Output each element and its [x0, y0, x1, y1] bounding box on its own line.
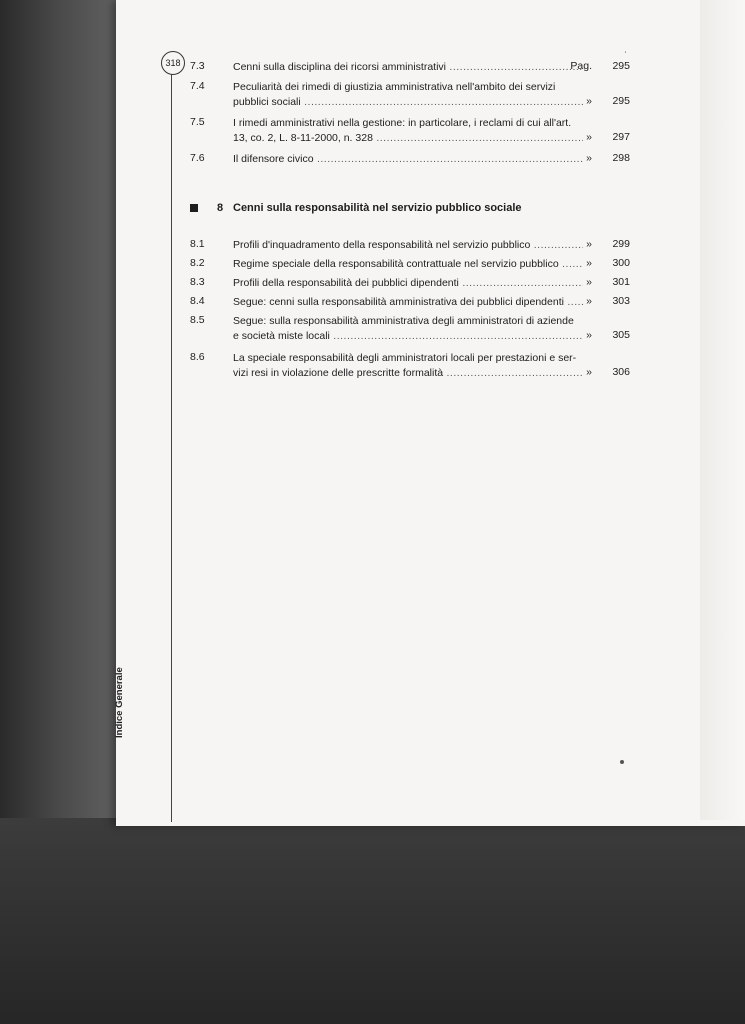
entry-title-line: I rimedi amministrativi nella gestione: in particolare, i reclami di cui all'art. — [233, 117, 572, 129]
entry-title-line: Segue: sulla responsabilità amministrativa degli amministratori di aziende — [233, 315, 574, 327]
entry-page: 305 — [612, 329, 630, 341]
entry-number: 8.3 — [190, 276, 205, 288]
entry-page: 297 — [612, 131, 630, 143]
chapter-title: Cenni sulla responsabilità nel servizio pubblico sociale — [233, 202, 522, 214]
entry-title — [233, 152, 583, 167]
entry-ref-marker: Pag. — [570, 60, 592, 72]
entry-number: 8.5 — [190, 314, 205, 326]
entry-number: 8.2 — [190, 257, 205, 269]
entry-number: 7.6 — [190, 152, 205, 164]
scan-mark: ʾ — [624, 50, 627, 60]
side-label: Indice Generale — [114, 667, 125, 738]
entry-title-line: Segue: cenni sulla responsabilità amministrativa dei pubblici dipendenti ..... — [233, 295, 583, 310]
entry-title — [233, 60, 583, 75]
entry-page: 300 — [612, 257, 630, 269]
entry-page: 295 — [612, 60, 630, 72]
entry-number: 8.4 — [190, 295, 205, 307]
entry-title-line: Peculiarità dei rimedi di giustizia amministrativa nell'ambito dei servizi — [233, 81, 556, 93]
entry-ref-marker: » — [586, 366, 592, 378]
entry-ref-marker: » — [586, 257, 592, 269]
entry-page: 298 — [612, 152, 630, 164]
entry-title-line: Regime speciale della responsabilità contrattuale nel servizio pubblico ..... — [233, 257, 583, 272]
entry-title — [233, 80, 583, 110]
entry-ref-marker: » — [586, 329, 592, 341]
entry-title-line: vizi resi in violazione delle prescritte formalità ..... — [233, 366, 583, 381]
entry-ref-marker: » — [586, 95, 592, 107]
entry-page: 301 — [612, 276, 630, 288]
entry-ref-marker: » — [586, 152, 592, 164]
entry-title-line: pubblici sociali ..... — [233, 95, 583, 110]
entry-ref-marker: » — [586, 131, 592, 143]
entry-title-line: La speciale responsabilità degli amministratori locali per prestazioni e ser- — [233, 352, 577, 364]
entry-title — [233, 276, 583, 291]
entry-title — [233, 314, 583, 344]
entry-ref-marker: » — [586, 276, 592, 288]
entry-number: 7.3 — [190, 60, 205, 72]
page-edge — [700, 0, 745, 820]
entry-number: 7.5 — [190, 116, 205, 128]
scanner-bed — [0, 818, 745, 1024]
entry-title-line: 13, co. 2, L. 8-11-2000, n. 328 ..... — [233, 131, 583, 146]
entry-ref-marker: » — [586, 295, 592, 307]
entry-title — [233, 238, 583, 253]
entry-ref-marker: » — [586, 238, 592, 250]
chapter-bullet-icon — [190, 204, 198, 212]
page-number: 318 — [161, 51, 185, 75]
entry-page: 299 — [612, 238, 630, 250]
entry-number: 8.1 — [190, 238, 205, 250]
entry-page: 303 — [612, 295, 630, 307]
entry-number: 7.4 — [190, 80, 205, 92]
entry-title-line: e società miste locali ..... — [233, 329, 583, 344]
entry-title — [233, 116, 583, 146]
scan-speck — [620, 760, 624, 764]
entry-title — [233, 295, 583, 310]
entry-page: 295 — [612, 95, 630, 107]
entry-title-line: Il difensore civico ..... — [233, 152, 583, 167]
entry-title-line: Profili d'inquadramento della responsabilità nel servizio pubblico ..... — [233, 238, 583, 253]
entry-title — [233, 257, 583, 272]
entry-title — [233, 351, 583, 381]
entry-title-line: Profili della responsabilità dei pubblici dipendenti ..... — [233, 276, 583, 291]
entry-title-line: Cenni sulla disciplina dei ricorsi amministrativi ..... — [233, 60, 583, 75]
entry-page: 306 — [612, 366, 630, 378]
chapter-number: 8 — [217, 202, 224, 214]
margin-rule — [171, 60, 172, 822]
entry-number: 8.6 — [190, 351, 205, 363]
